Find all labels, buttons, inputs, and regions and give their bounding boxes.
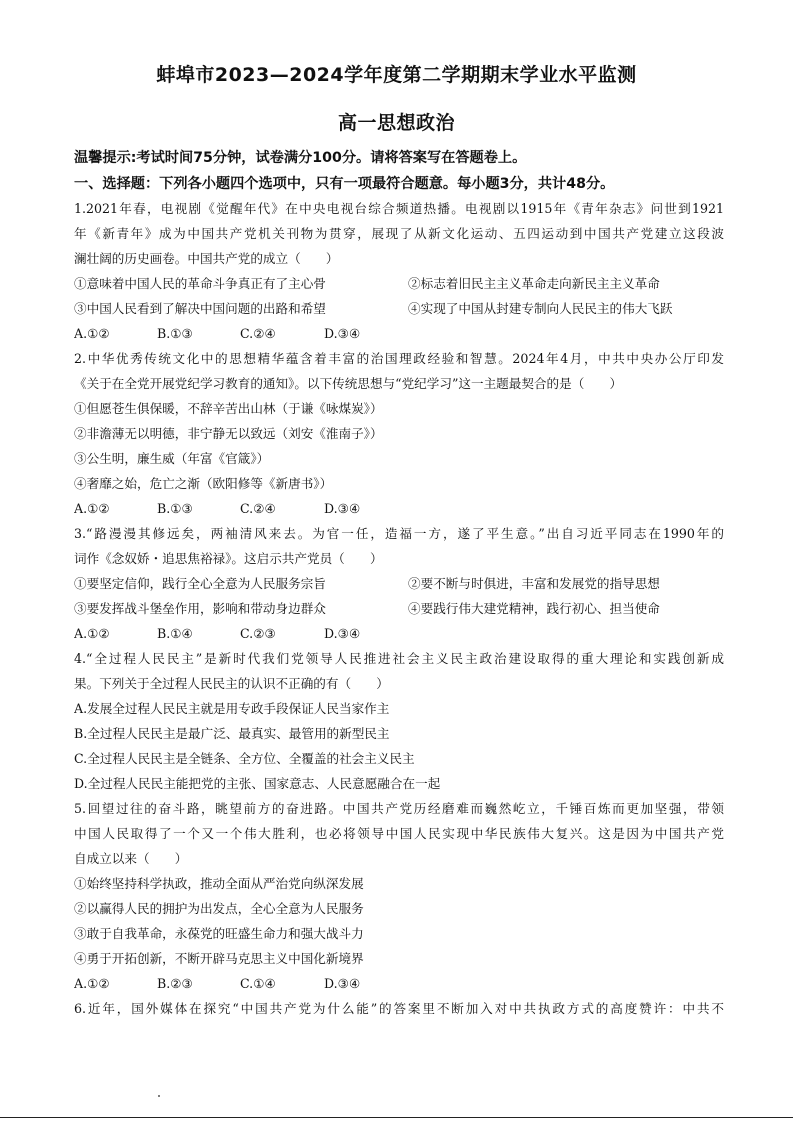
section-heading: 一、选择题：下列各小题四个选项中，只有一项最符合题意。每小题3分，共计48分。 xyxy=(74,176,615,192)
q2-item: ③公生明，廉生威（年富《官箴》） xyxy=(74,451,270,466)
q2-choice-b: B.①③ xyxy=(157,501,193,516)
q3-choices xyxy=(74,624,724,644)
q1-stem-line: 澜壮阔的历史画卷。中国共产党的成立（ ） xyxy=(74,251,339,266)
q3-item: ①要坚定信仰，践行全心全意为人民服务宗旨 xyxy=(74,576,326,591)
page-bottom-rule xyxy=(0,1117,793,1118)
q6-stem-line: 6.近年，国外媒体在探究“中国共产党为什么能”的答案里不断加入对中共执政方式的高度赞许：中共不 xyxy=(74,1001,724,1016)
q5-item: ①始终坚持科学执政，推动全面从严治党向纵深发展 xyxy=(74,876,364,891)
q5-choice-a: A.①② xyxy=(74,976,110,991)
q4-option-d: D.全过程人民民主能把党的主张、国家意志、人民意愿融合在一起 xyxy=(74,776,441,791)
q2-choices xyxy=(74,499,724,519)
q1-item: ④实现了中国从封建专制向人民民主的伟大飞跃 xyxy=(408,301,673,316)
q4-option-b: B.全过程人民民主是最广泛、最真实、最管用的新型民主 xyxy=(74,726,390,741)
q5-choice-c: C.①④ xyxy=(240,976,276,991)
exam-title: 蚌埠市2023—2024学年度第二学期期末学业水平监测 xyxy=(156,64,637,86)
q2-item: ②非澹薄无以明德，非宁静无以致远（刘安《淮南子》） xyxy=(74,426,383,441)
q5-choice-d: D.③④ xyxy=(324,976,361,991)
q2-choice-d: D.③④ xyxy=(324,501,361,516)
q3-item: ③要发挥战斗堡垒作用，影响和带动身边群众 xyxy=(74,601,326,616)
q3-item: ②要不断与时俱进，丰富和发展党的指导思想 xyxy=(408,576,660,591)
q4-option-c: C.全过程人民民主是全链条、全方位、全覆盖的社会主义民主 xyxy=(74,751,415,766)
q1-item: ①意味着中国人民的革命斗争真正有了主心骨 xyxy=(74,276,326,291)
q1-item: ③中国人民看到了解决中国问题的出路和希望 xyxy=(74,301,326,316)
q1-choice-c: C.②④ xyxy=(240,326,276,341)
q1-stem-line: 1.2021年春，电视剧《觉醒年代》在中央电视台综合频道热播。电视剧以1915年《青年杂志》问世到1921 xyxy=(74,201,724,216)
q3-stem-line: 3.“路漫漫其修远矣，两袖清风来去。为官一任，造福一方，遂了平生意。”出自习近平同志在1990年的 xyxy=(74,526,724,541)
q2-item: ①但愿苍生俱保暖，不辞辛苦出山林（于谦《咏煤炭》） xyxy=(74,401,383,416)
q1-choice-a: A.①② xyxy=(74,326,110,341)
q3-items-row xyxy=(74,574,724,594)
q2-stem-line: 《关于在全党开展党纪学习教育的通知》。以下传统思想与“党纪学习”这一主题最契合的是（ ） xyxy=(74,376,623,391)
q5-stem-line: 中国人民取得了一个又一个伟大胜利，也必将领导中国人民实现中华民族伟大复兴。这是因为中国共产党 xyxy=(74,826,724,841)
q2-choice-a: A.①② xyxy=(74,501,110,516)
exam-subtitle: 高一思想政治 xyxy=(337,112,455,134)
scan-dot xyxy=(158,1095,160,1097)
q1-stem-line: 年《新青年》成为中国共产党机关刊物为贯穿，展现了从新文化运动、五四运动到中国共产党建立这段波 xyxy=(74,226,724,241)
q3-choice-a: A.①② xyxy=(74,626,110,641)
q2-stem-line: 2.中华优秀传统文化中的思想精华蕴含着丰富的治国理政经验和智慧。2024年4月，中共中央办公厅印发 xyxy=(74,351,724,366)
q2-choice-c: C.②④ xyxy=(240,501,276,516)
q3-stem-line: 词作《念奴娇・追思焦裕禄》。这启示共产党员（ ） xyxy=(74,551,383,566)
q3-item: ④要践行伟大建党精神，践行初心、担当使命 xyxy=(408,601,660,616)
q3-choice-d: D.③④ xyxy=(324,626,361,641)
q5-stem-line: 自成立以来（ ） xyxy=(74,851,188,866)
q4-stem-line: 4.“全过程人民民主”是新时代我们党领导人民推进社会主义民主政治建设取得的重大理论和实践创新成 xyxy=(74,651,724,666)
q5-item: ④勇于开拓创新，不断开辟马克思主义中国化新境界 xyxy=(74,951,364,966)
q4-stem-line: 果。下列关于全过程人民民主的认识不正确的有（ ） xyxy=(74,676,389,691)
q5-stem-line: 5.回望过往的奋斗路，眺望前方的奋进路。中国共产党历经磨难而巍然屹立，千锤百炼而更加坚强，带领 xyxy=(74,801,724,816)
q5-choices xyxy=(74,974,724,994)
q2-item: ④奢靡之始，危亡之渐（欧阳修等《新唐书》） xyxy=(74,476,333,491)
q3-choice-c: C.②③ xyxy=(240,626,276,641)
q3-choice-b: B.①④ xyxy=(157,626,193,641)
q1-item: ②标志着旧民主主义革命走向新民主主义革命 xyxy=(408,276,660,291)
q1-choice-d: D.③④ xyxy=(324,326,361,341)
exam-notice: 温馨提示:考试时间75分钟，试卷满分100分。请将答案写在答题卷上。 xyxy=(74,150,527,166)
q5-item: ②以赢得人民的拥护为出发点，全心全意为人民服务 xyxy=(74,901,364,916)
q1-items-row xyxy=(74,299,724,319)
q1-choice-b: B.①③ xyxy=(157,326,193,341)
q1-choices xyxy=(74,324,724,344)
q3-items-row xyxy=(74,599,724,619)
q1-items-row xyxy=(74,274,724,294)
q5-item: ③敢于自我革命，永葆党的旺盛生命力和强大战斗力 xyxy=(74,926,364,941)
q5-choice-b: B.②③ xyxy=(157,976,193,991)
q4-option-a: A.发展全过程人民民主就是用专政手段保证人民当家作主 xyxy=(74,701,390,716)
